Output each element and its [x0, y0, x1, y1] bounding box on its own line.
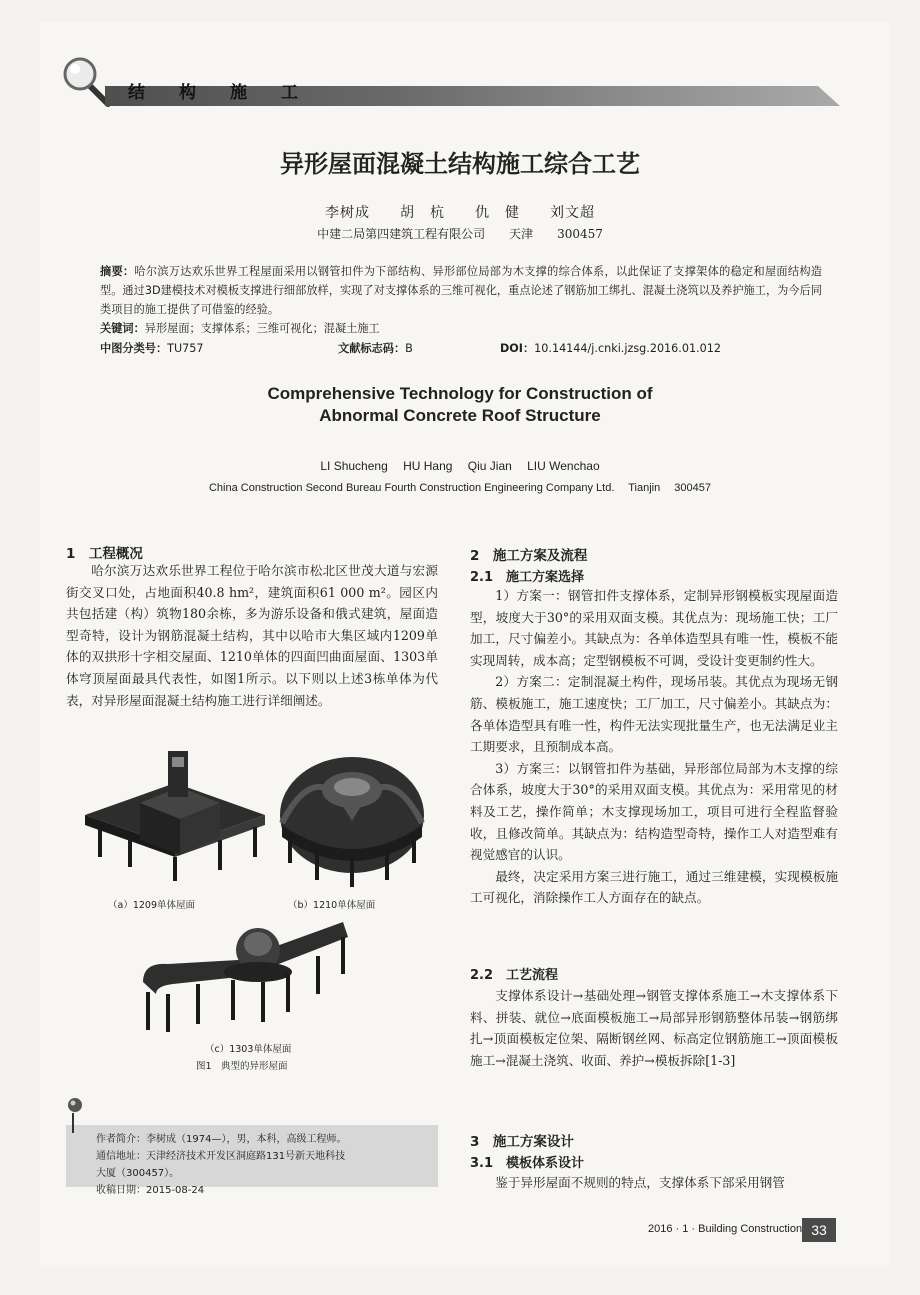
clc-block [100, 340, 204, 356]
section-2-1-body [470, 585, 838, 909]
abstract-text: 哈尔滨万达欢乐世界工程屋面采用以钢管扣件为下部结构、异形部位局部为木支撑的综合体系，以此保证了支撑架体的稳定和屋面结构造型。通过3D建模技术对模板支撑进行细部放样，实现了对支撑体系的三维可视化，重点论述了钢筋加工绑扎、混凝土浇筑以及养护施工，为今后同类项目的施工提供了可借鉴的经验。 [100, 265, 822, 316]
doi-label: DOI： [500, 342, 535, 355]
figure-1c-caption: （c）1303单体屋面 [205, 1044, 292, 1055]
doi-block [500, 340, 721, 356]
keywords-label: 关键词： [100, 322, 145, 335]
doc-code-value: B [405, 342, 413, 355]
option-3-paragraph: 3）方案三：以钢管扣件为基础，异形部位局部为木支撑的综合体系，坡度大于30°的采用双面支模。其优点为：采用常见的材料及工艺，操作简单；木支撑现场加工，项目可进行全程监督验收，且修改简单。其缺点为：结构造型奇特，操作工人对造型难有视觉感官的认识。 [470, 760, 838, 863]
english-title-line2: Abnormal Concrete Roof Structure [319, 406, 601, 425]
doi-value: 10.14144/j.cnki.jzsg.2016.01.012 [534, 342, 721, 355]
doc-code-label: 文献标志码： [338, 342, 406, 355]
section-3-heading: 3 施工方案设计 [470, 1134, 574, 1150]
author-note-line3: 大厦（300457）。 [96, 1168, 180, 1179]
abstract-label: 摘要： [100, 265, 135, 278]
pushpin-icon [64, 1095, 90, 1135]
section-2-heading: 2 施工方案及流程 [470, 548, 588, 564]
english-affiliation: China Construction Second Bureau Fourth Construction Engineering Company Ltd. Tianjin 300457 [208, 482, 711, 494]
footer-journal: 2016 · 1 · Building Construction [648, 1223, 803, 1235]
abstract-block [100, 262, 822, 338]
section-1-paragraph: 哈尔滨万达欢乐世界工程位于哈尔滨市松北区世茂大道与宏源街交叉口处，占地面积40.8 hm²，建筑面积61 000 m²。园区内共包括建（构）筑物180余栋，多为游乐设备和俄式建筑，屋面造型奇特，设计为钢筋混凝土结构，其中以哈市大集区域内1209单体的双拱形十字相交屋面、1210单体的四面凹曲面屋面、1303单体穹顶屋面最具代表性，如图1所示。以下则以上述3栋单体为代表，对异形屋面混凝土结构施工进行详细阐述。 [66, 563, 438, 708]
author-note [96, 1131, 436, 1199]
option-2-paragraph: 2）方案二：定制混凝土构件，现场吊装。其优点为现场无钢筋、模板施工，施工速度快；工厂加工，尺寸偏差小。其缺点为：各单体造型具有唯一性，构件无法实现批量生产，也无法满足业主工期要求，且预制成本高。 [470, 674, 838, 755]
clc-value: TU757 [167, 342, 204, 355]
keywords: 异形屋面；支撑体系；三维可视化；混凝土施工 [144, 322, 380, 335]
process-flow-paragraph: 支撑体系设计→基础处理→钢管支撑体系施工→木支撑体系下料、拼装、就位→底面模板施工→局部异形钢筋整体吊装→钢筋绑扎→顶面模板定位架、隔断钢丝网、标高定位钢筋施工→顶面模板施工→混凝土浇筑、收面、养护→模板拆除[1-3] [470, 988, 838, 1068]
figure-1a-caption: （a）1209单体屋面 [108, 900, 195, 911]
author-note-line1: 作者简介：李树成（1974—），男，本科，高级工程师。 [96, 1134, 347, 1145]
page-number: 33 [802, 1218, 836, 1242]
english-authors: LI Shucheng HU Hang Qiu Jian LIU Wenchao [320, 459, 600, 473]
section-3-1-heading: 3.1 模板体系设计 [470, 1156, 585, 1171]
section-1-heading: 1 工程概况 [66, 546, 143, 562]
figure-1b-image [272, 745, 432, 890]
affiliation: 中建二局第四建筑工程有限公司 天津 300457 [317, 227, 603, 241]
english-title [0, 383, 920, 427]
author-note-line4: 收稿日期：2015-08-24 [96, 1185, 205, 1196]
doc-code-block [338, 340, 413, 356]
figure-1c-image [138, 912, 353, 1037]
section-3-1-body [470, 1172, 838, 1194]
figure-1a-image [80, 745, 270, 885]
section-2-2-body [470, 985, 838, 1071]
option-1-paragraph: 1）方案一：钢管扣件支撑体系，定制异形钢模板实现屋面造型，坡度大于30°的采用双面支模。其优点为：现场施工快；工厂加工，尺寸偏差小。其缺点为：各单体造型具有唯一性，模板不能实现周转，成本高；定型钢模板不可调，受设计变更制约性大。 [470, 588, 838, 668]
decision-paragraph: 最终，决定采用方案三进行施工，通过三维建模，实现模板施工可视化，消除操作工人方面存在的缺点。 [470, 868, 838, 906]
section-3-1-paragraph: 鉴于异形屋面不规则的特点，支撑体系下部采用钢管 [495, 1175, 785, 1190]
figure-1-title: 图1 典型的异形屋面 [196, 1061, 288, 1072]
section-label: 结构施工 [128, 83, 332, 103]
clc-label: 中图分类号： [100, 342, 168, 355]
figure-1b-caption: （b）1210单体屋面 [288, 900, 376, 911]
section-2-2-heading: 2.2 工艺流程 [470, 968, 559, 983]
english-title-line1: Comprehensive Technology for Construction of [267, 384, 653, 403]
author-note-line2: 通信地址：天津经济技术开发区洞庭路131号新天地科技 [96, 1151, 346, 1162]
section-2-1-heading: 2.1 施工方案选择 [470, 570, 585, 585]
paper-title: 异形屋面混凝土结构施工综合工艺 [280, 150, 640, 178]
section-1-body [66, 560, 438, 711]
authors: 李树成 胡 杭 仇 健 刘文超 [325, 205, 595, 221]
